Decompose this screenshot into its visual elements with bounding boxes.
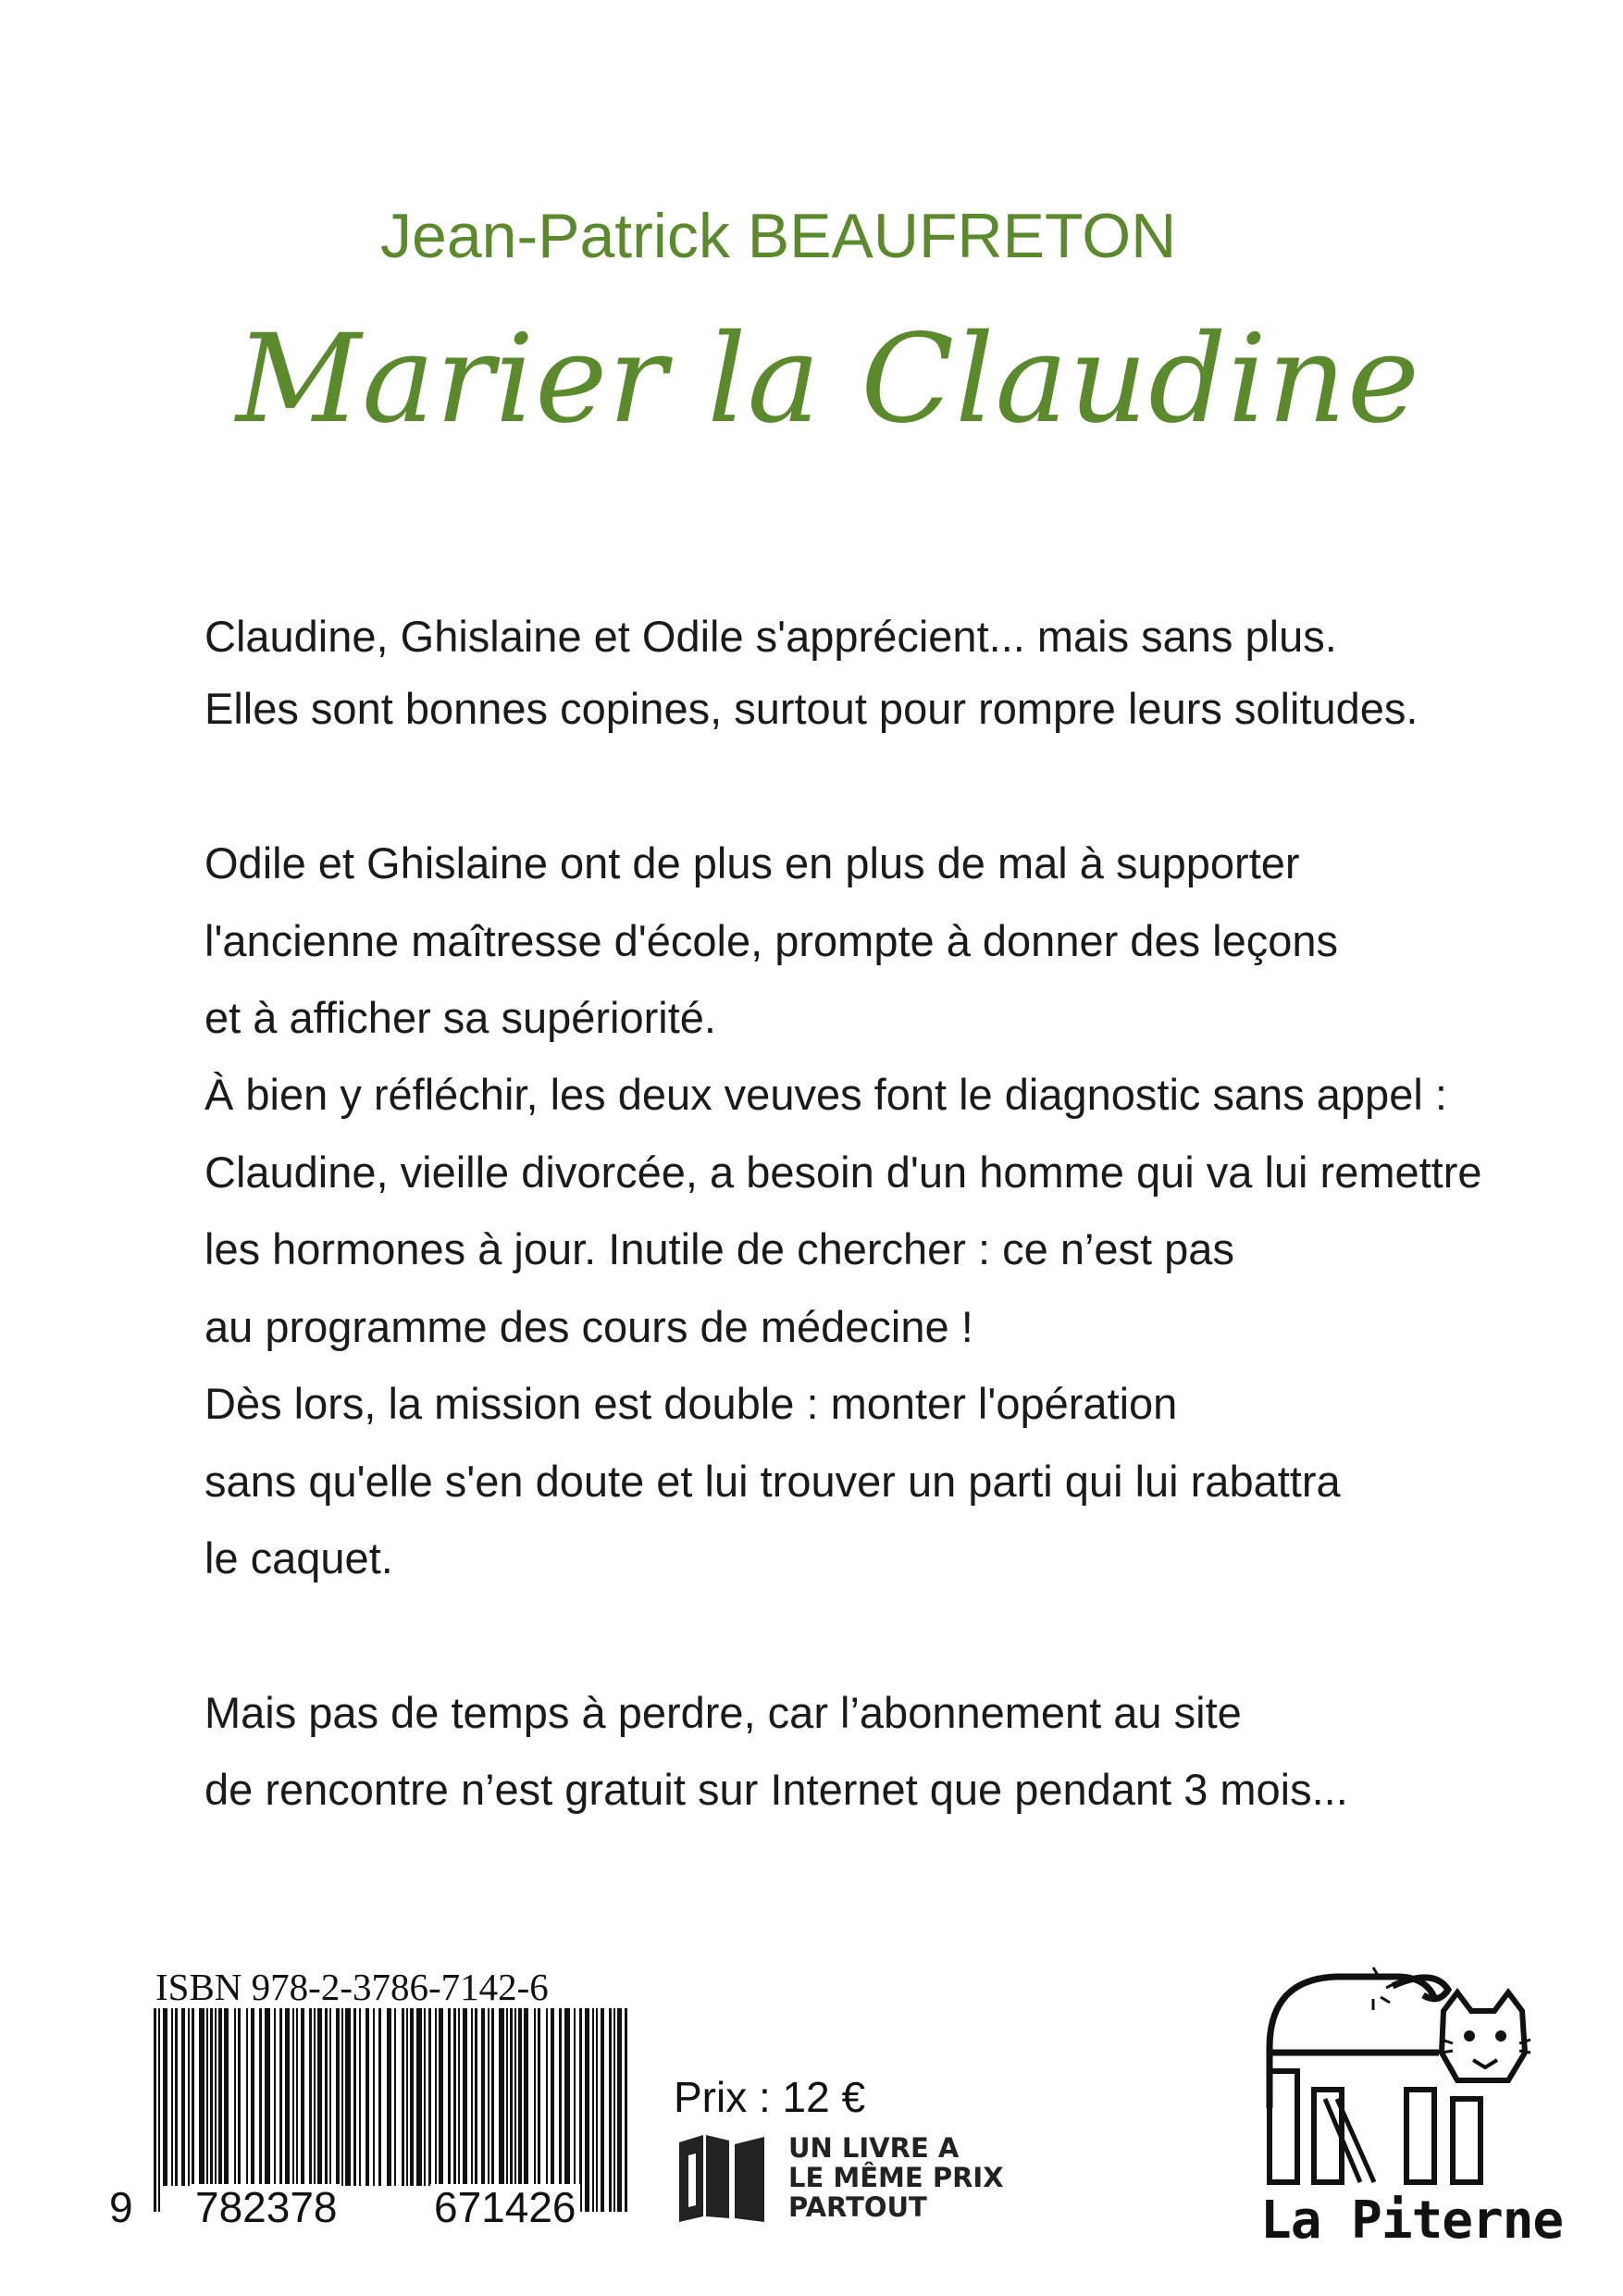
blurb-line: sans qu'elle s'en doute et lui trouver un parti qui lui rabattra xyxy=(204,1457,1341,1506)
barcode-bar xyxy=(373,2008,375,2186)
barcode-bar xyxy=(471,2008,473,2186)
book-title: Marier la Claudine xyxy=(236,308,1420,451)
livre-badge-line: LE MÊME PRIX xyxy=(788,2162,1004,2193)
barcode-bar xyxy=(506,2008,508,2212)
barcode-bar xyxy=(292,2008,294,2186)
price-label: Prix : 12 € xyxy=(674,2073,866,2121)
blurb-line: Mais pas de temps à perdre, car l’abonnement au site xyxy=(204,1688,1242,1737)
barcode-bar xyxy=(510,2008,513,2212)
barcode-bar xyxy=(514,2008,516,2212)
barcode-bar xyxy=(259,2008,262,2186)
barcode-bar xyxy=(301,2008,304,2212)
barcode-digits-right: 671426 xyxy=(430,2184,580,2230)
barcode-bar xyxy=(378,2008,381,2186)
barcode-bar xyxy=(410,2008,414,2186)
barcode-bar xyxy=(224,2008,229,2186)
barcode-bar xyxy=(538,2008,540,2212)
barcode-bar xyxy=(534,2008,536,2212)
barcode-bar xyxy=(551,2008,554,2212)
barcode-bar xyxy=(296,2008,298,2186)
barcode-digit-first: 9 xyxy=(105,2184,137,2230)
barcode-bar xyxy=(218,2008,222,2186)
barcode-bar xyxy=(481,2008,485,2186)
barcode-bar xyxy=(617,2008,622,2212)
barcode-bar xyxy=(448,2008,451,2186)
barcode-bar xyxy=(206,2008,208,2186)
barcode-bar xyxy=(279,2008,282,2186)
blurb-line: Dès lors, la mission est double : monter l'opération xyxy=(204,1379,1178,1428)
barcode-bar xyxy=(154,2008,156,2212)
barcode-bar xyxy=(238,2008,241,2186)
barcode-bar xyxy=(475,2008,477,2186)
barcode-bar xyxy=(579,2008,582,2212)
blurb-line: le caquet. xyxy=(204,1533,393,1582)
barcode-bar xyxy=(394,2008,396,2186)
barcode-bar xyxy=(453,2008,456,2186)
barcode-bar xyxy=(210,2008,213,2186)
barcode-bar xyxy=(439,2008,443,2186)
barcode-bar xyxy=(309,2008,312,2212)
livre-badge-text xyxy=(788,2133,1004,2222)
barcode-bar xyxy=(625,2008,627,2212)
barcode-bar xyxy=(163,2008,167,2186)
barcode-bar xyxy=(329,2008,331,2186)
barcode-bar xyxy=(592,2008,594,2212)
barcode-bar xyxy=(325,2008,328,2186)
barcode-bar xyxy=(251,2008,254,2186)
piterne-cat-icon xyxy=(1258,1960,1536,2191)
barcode-bar xyxy=(234,2008,236,2186)
livre-badge-line: UN LIVRE A xyxy=(788,2132,960,2164)
barcode-bar xyxy=(609,2008,612,2212)
barcode-bar xyxy=(246,2008,248,2186)
barcode-bar xyxy=(463,2008,467,2186)
barcode-bar xyxy=(188,2008,190,2186)
barcode-bar xyxy=(596,2008,598,2212)
barcode-bar xyxy=(559,2008,562,2212)
barcode-bar xyxy=(524,2008,528,2212)
livre-prix-unique-icon xyxy=(675,2131,768,2224)
barcode-bar xyxy=(314,2008,316,2186)
blurb-line: À bien y réfléchir, les deux veuves font le diagnostic sans appel : xyxy=(204,1070,1447,1119)
barcode-bar xyxy=(285,2008,290,2186)
barcode-bar xyxy=(181,2008,185,2186)
barcode-bar xyxy=(458,2008,460,2186)
blurb-line: de rencontre n’est gratuit sur Internet que pendant 3 mois... xyxy=(204,1765,1348,1814)
blurb-line: et à afficher sa supériorité. xyxy=(204,993,716,1042)
barcode-bar xyxy=(192,2008,194,2186)
barcode-digits-left: 782378 xyxy=(192,2184,341,2230)
livre-badge-line: PARTOUT xyxy=(788,2191,927,2223)
isbn-label: ISBN 978-2-3786-7142-6 xyxy=(155,1966,549,2008)
barcode-bar xyxy=(158,2008,160,2212)
barcode-bar xyxy=(274,2008,276,2186)
barcode-bar xyxy=(317,2008,322,2186)
blurb-line: Elles sont bonnes copines, surtout pour rompre leurs solitudes. xyxy=(204,684,1419,733)
barcode-bar xyxy=(601,2008,604,2212)
blurb-line: au programme des cours de médecine ! xyxy=(204,1302,973,1351)
barcode-bar xyxy=(564,2008,570,2212)
publisher-name: La Piterne xyxy=(1260,2191,1564,2251)
barcode-bar xyxy=(215,2008,217,2186)
barcode-bar xyxy=(336,2008,340,2186)
barcode-bar xyxy=(428,2008,431,2186)
barcode-bar xyxy=(406,2008,408,2186)
author-name: Jean-Patrick BEAUFRETON xyxy=(380,201,1177,271)
blurb-line: Claudine, vieille divorcée, a besoin d'un homme qui va lui remettre xyxy=(204,1148,1482,1197)
barcode-bar xyxy=(175,2008,178,2186)
barcode-bar xyxy=(491,2008,494,2186)
barcode-bar xyxy=(435,2008,437,2186)
barcode xyxy=(148,2008,634,2212)
barcode-bar xyxy=(353,2008,356,2186)
blurb-line: les hormones à jour. Inutile de chercher : ce n’est pas xyxy=(204,1224,1234,1273)
barcode-bar xyxy=(359,2008,361,2186)
blurb-line: Odile et Ghislaine ont de plus en plus de mal à supporter xyxy=(204,838,1300,887)
barcode-bar xyxy=(488,2008,489,2186)
barcode-bar xyxy=(499,2008,504,2186)
barcode-bar xyxy=(265,2008,270,2186)
barcode-bar xyxy=(199,2008,204,2186)
barcode-bar xyxy=(171,2008,173,2186)
barcode-bar xyxy=(574,2008,576,2212)
barcode-bar xyxy=(387,2008,391,2186)
barcode-bar xyxy=(424,2008,426,2186)
barcode-bar xyxy=(341,2008,343,2186)
barcode-bar xyxy=(613,2008,615,2212)
blurb-line: l'ancienne maîtresse d'école, prompte à donner des leçons xyxy=(204,916,1339,965)
barcode-bar xyxy=(416,2008,422,2186)
barcode-bar xyxy=(402,2008,404,2186)
blurb-line: Claudine, Ghislaine et Odile s'apprécient... mais sans plus. xyxy=(204,612,1337,661)
barcode-bar xyxy=(585,2008,589,2212)
barcode-bar xyxy=(518,2008,522,2212)
barcode-bar xyxy=(365,2008,369,2186)
barcode-bar xyxy=(546,2008,548,2212)
barcode-bar xyxy=(345,2008,351,2186)
